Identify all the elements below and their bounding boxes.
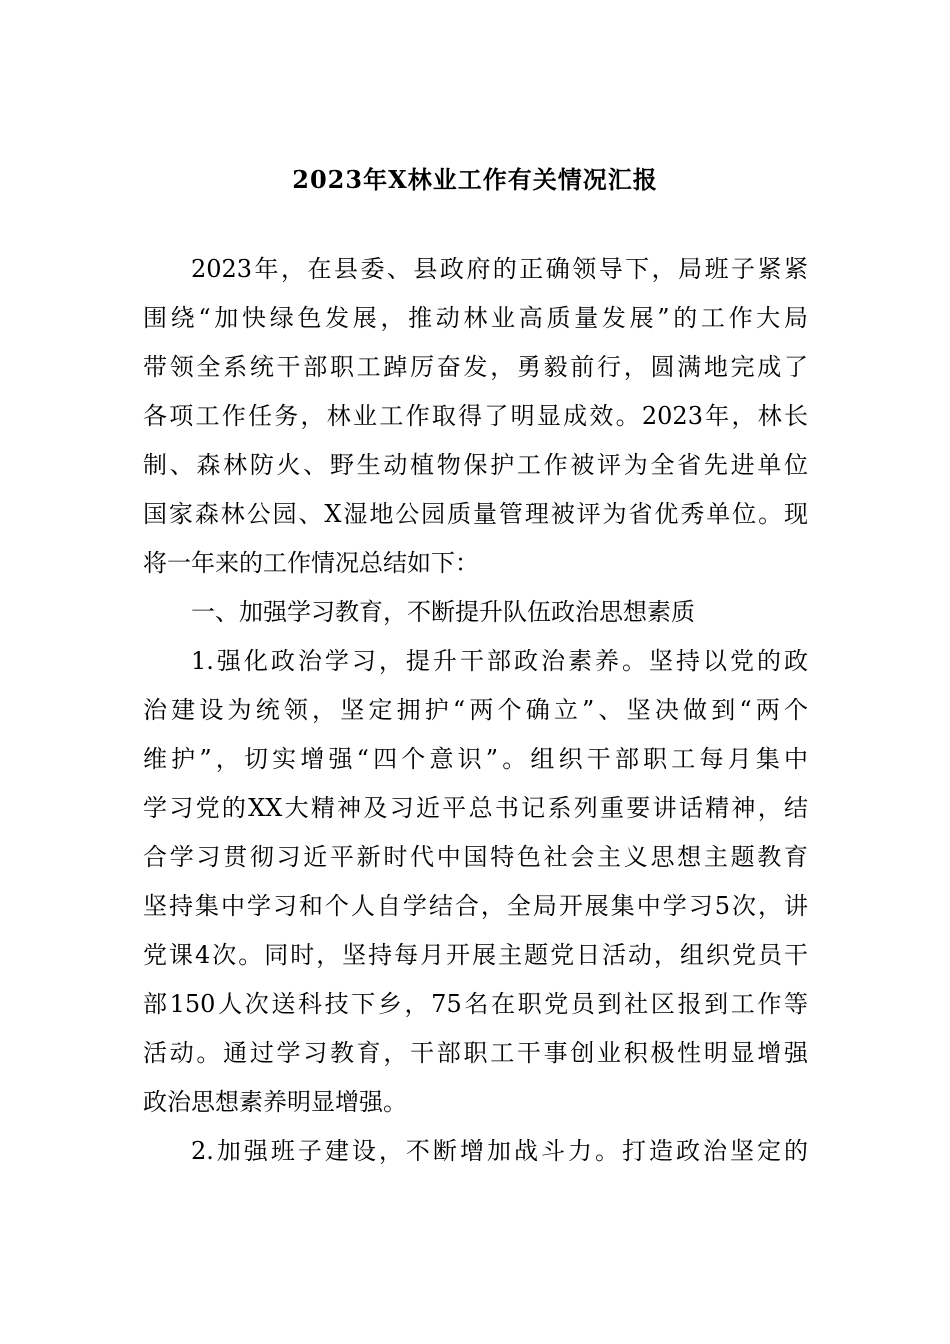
section-heading: 一、加强学习教育，不断提升队伍政治思想素质 bbox=[191, 598, 695, 626]
paragraph-line: 1.强化政治学习，提升干部政治素养。坚持以党的政 bbox=[191, 647, 808, 675]
paragraph-line: 国家森林公园、X湿地公园质量管理被评为省优秀单位。现 bbox=[143, 500, 808, 528]
paragraph-line: 各项工作任务，林业工作取得了明显成效。2023年，林长 bbox=[143, 402, 808, 430]
paragraph-line: 活动。通过学习教育，干部职工干事创业积极性明显增强 bbox=[143, 1039, 808, 1067]
paragraph-line: 治建设为统领，坚定拥护“两个确立”、坚决做到“两个 bbox=[143, 696, 808, 724]
paragraph-line: 部150人次送科技下乡，75名在职党员到社区报到工作等 bbox=[143, 990, 808, 1018]
document-title: 2023年X林业工作有关情况汇报 bbox=[292, 165, 658, 194]
paragraph-line: 2023年，在县委、县政府的正确领导下，局班子紧紧 bbox=[191, 255, 808, 283]
paragraph-line: 制、森林防火、野生动植物保护工作被评为全省先进单位 bbox=[143, 451, 808, 479]
paragraph-line: 政治思想素养明显增强。 bbox=[143, 1088, 407, 1116]
paragraph-line: 2.加强班子建设，不断增加战斗力。打造政治坚定的 bbox=[191, 1137, 808, 1165]
paragraph-line: 围绕“加快绿色发展，推动林业高质量发展”的工作大局 bbox=[143, 304, 808, 332]
paragraph-line: 将一年来的工作情况总结如下： bbox=[143, 549, 479, 577]
paragraph-line: 维护”，切实增强“四个意识”。组织干部职工每月集中 bbox=[143, 745, 808, 773]
document-body bbox=[143, 245, 808, 1176]
paragraph-line: 合学习贯彻习近平新时代中国特色社会主义思想主题教育 bbox=[143, 843, 808, 871]
paragraph-line: 坚持集中学习和个人自学结合，全局开展集中学习5次，讲 bbox=[143, 892, 808, 920]
paragraph-line: 学习党的XX大精神及习近平总书记系列重要讲话精神，结 bbox=[143, 794, 808, 822]
paragraph-line: 带领全系统干部职工踔厉奋发，勇毅前行，圆满地完成了 bbox=[143, 353, 808, 381]
paragraph-line: 党课4次。同时，坚持每月开展主题党日活动，组织党员干 bbox=[143, 941, 808, 969]
